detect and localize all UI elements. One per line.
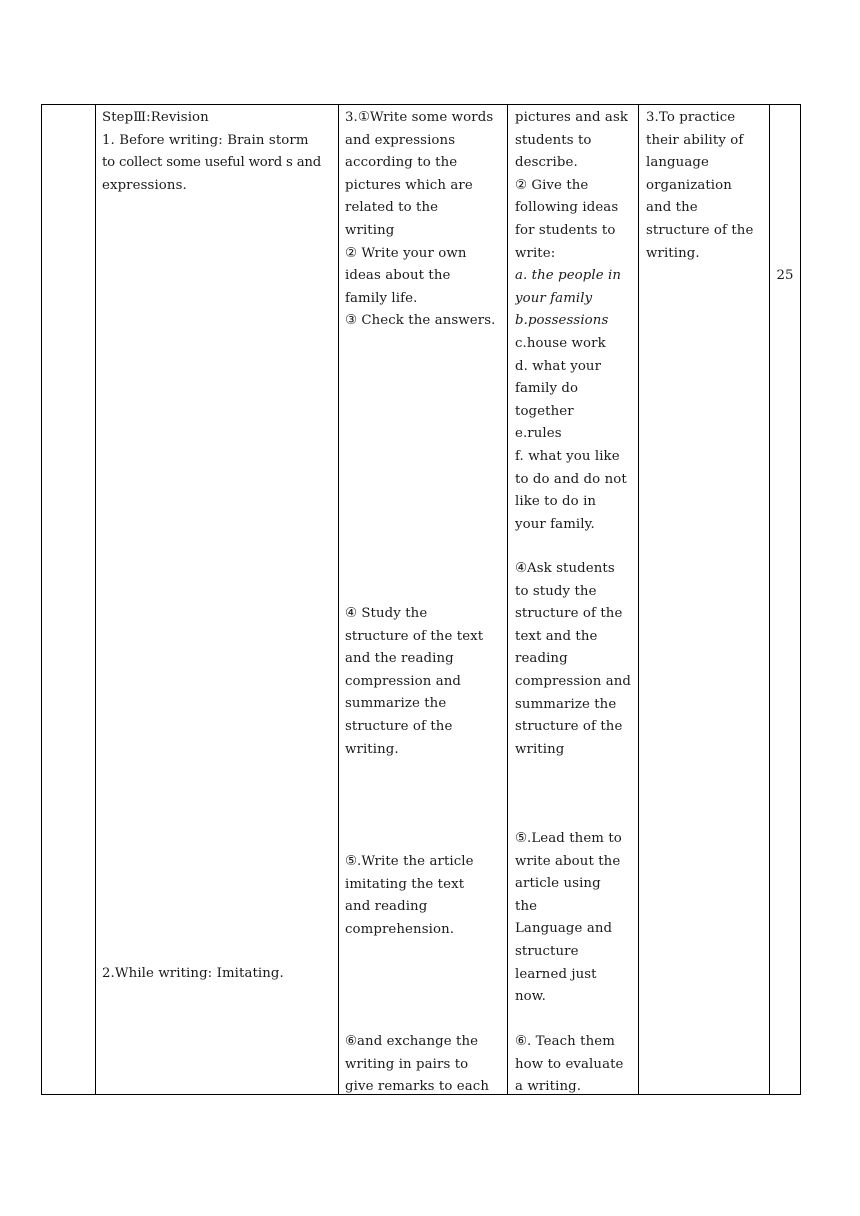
activity-line: ④ Study the [345, 606, 428, 621]
purpose-line: their ability of [646, 132, 744, 148]
activity-line: and reading [345, 899, 428, 915]
procedure-line: StepⅢ:Revision [102, 110, 209, 125]
activity-line: writing [345, 223, 395, 238]
teacher-line: ② Give the [515, 177, 589, 193]
activity-line: ⑤.Write the article [345, 854, 474, 869]
teacher-line: f. what you like [515, 449, 620, 464]
teacher-line: structure [515, 944, 579, 959]
activity-line: structure of the [345, 719, 453, 734]
purpose-cell [646, 105, 769, 1094]
teacher-line: article using [515, 876, 601, 892]
purpose-line: structure of the [646, 223, 754, 238]
teacher-line: e.rules [515, 426, 562, 442]
activity-line: compression and [345, 673, 461, 689]
teacher-line: describe. [515, 155, 578, 171]
lesson-plan-table [41, 104, 801, 1095]
teacher-line: summarize the [515, 696, 617, 712]
teacher-line-italic: b.possessions [515, 313, 609, 329]
teacher-line: text and the [515, 628, 598, 644]
while-writing-label: 2.While writing: Imitating. [102, 966, 284, 981]
procedure-line: expressions. [102, 177, 187, 193]
teacher-line: a writing. [515, 1079, 582, 1094]
teacher-line: c.house work [515, 336, 606, 351]
step-column-cell [42, 105, 95, 1094]
teacher-line: reading [515, 651, 568, 667]
teacher-line: Language and [515, 921, 613, 937]
column-divider [507, 105, 508, 1094]
teacher-line: students to [515, 132, 592, 148]
activity-line: and expressions [345, 132, 456, 148]
activity-line: writing. [345, 741, 399, 757]
teacher-line: like to do in [515, 494, 597, 510]
teacher-line: structure of the [515, 719, 623, 735]
activity-line: summarize the [345, 696, 447, 712]
teacher-line: write: [515, 245, 556, 261]
teacher-line: ⑤.Lead them to [515, 831, 622, 846]
activity-line: pictures which are [345, 177, 473, 193]
teacher-line: together [515, 403, 574, 419]
time-cell [770, 105, 800, 1094]
purpose-line: organization [646, 177, 732, 193]
activity-line: ② Write your own [345, 245, 467, 261]
column-divider [95, 105, 96, 1094]
purpose-line: language [646, 155, 709, 171]
teacher-line: to do and do not [515, 471, 627, 487]
procedure-line: 1. Before writing: Brain storm [102, 132, 309, 148]
teacher-line: the [515, 898, 538, 914]
teacher-line: writing [515, 741, 565, 757]
activity-line: imitating the text [345, 876, 465, 892]
purpose-line: and the [646, 200, 698, 216]
time-minutes: 25 [776, 268, 794, 283]
activity-line: ⑥and exchange the [345, 1034, 479, 1049]
student-activity-cell [345, 105, 507, 1094]
activity-line: writing in pairs to [345, 1056, 469, 1072]
teacher-line: family do [515, 381, 579, 397]
activity-line: ideas about the [345, 268, 451, 284]
activity-line: 3.①Write some words [345, 110, 494, 125]
activity-line: comprehension. [345, 921, 455, 937]
teacher-line: compression and [515, 674, 631, 689]
activity-line: structure of the text [345, 628, 484, 644]
activity-line: related to the [345, 200, 439, 216]
teacher-line: write about the [515, 853, 621, 869]
procedure-cell [102, 105, 338, 1094]
teacher-line: ⑥. Teach them [515, 1034, 615, 1049]
teacher-line: following ideas [515, 200, 619, 216]
teacher-activity-cell [515, 105, 638, 1094]
teacher-line: now. [515, 989, 546, 1005]
teacher-line-italic: a. the people in [515, 268, 622, 284]
activity-line: and the reading [345, 651, 454, 667]
activity-line: give remarks to each [345, 1079, 489, 1094]
activity-line: ③ Check the answers. [345, 313, 496, 329]
purpose-line: writing. [646, 245, 700, 261]
procedure-line: to collect some useful word s and [102, 155, 322, 171]
teacher-line: your family. [515, 516, 595, 532]
teacher-line: ④Ask students [515, 561, 615, 576]
purpose-line: 3.To practice [646, 110, 736, 125]
activity-line: according to the [345, 155, 458, 171]
teacher-line: for students to [515, 223, 616, 238]
teacher-line: how to evaluate [515, 1056, 624, 1072]
teacher-line: d. what your [515, 358, 602, 374]
column-divider [638, 105, 639, 1094]
activity-line: family life. [345, 290, 418, 306]
teacher-line: structure of the [515, 606, 623, 622]
teacher-line: to study the [515, 583, 597, 599]
teacher-line-italic: your family [515, 290, 593, 306]
teacher-line: learned just [515, 966, 597, 982]
column-divider [338, 105, 339, 1094]
teacher-line: pictures and ask [515, 110, 629, 125]
